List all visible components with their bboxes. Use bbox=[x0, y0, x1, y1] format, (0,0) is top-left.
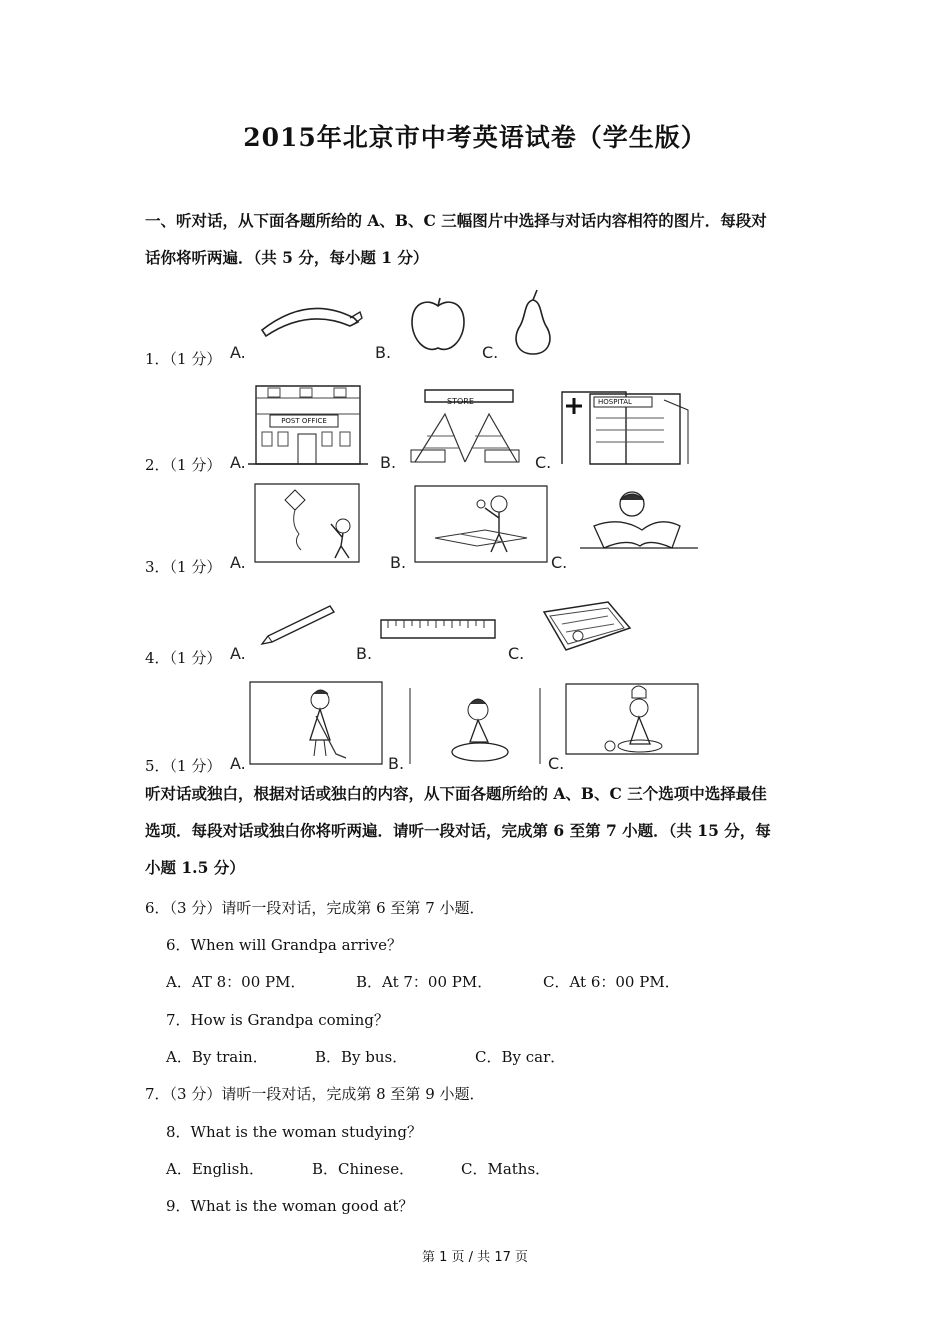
post-office-sign: POST OFFICE bbox=[281, 417, 327, 425]
store-sign: STORE bbox=[447, 397, 474, 406]
section1-instruction-line1: 一、听对话，从下面各题所给的 A、B、C 三幅图片中选择与对话内容相符的图片．每段对 bbox=[145, 211, 767, 230]
girl-washing-clothes-image bbox=[408, 686, 542, 766]
q2-option-b-label: B. bbox=[380, 453, 397, 472]
question-6-header: 6．（3 分）请听一段对话，完成第 6 至第 7 小题． bbox=[145, 899, 485, 917]
subquestion-6-option-c: C．At 6：00 PM． bbox=[543, 973, 680, 991]
subquestion-6-option-b: B．At 7：00 PM． bbox=[356, 973, 493, 991]
q3-option-c-label: C. bbox=[551, 553, 568, 572]
page-footer: 第 1 页 / 共 17 页 bbox=[422, 1250, 528, 1265]
q5-option-b-label: B. bbox=[388, 754, 405, 773]
girl-sweeping-image bbox=[250, 682, 384, 766]
section1-instruction-line2: 话你将听两遍．（共 5 分，每小题 1 分） bbox=[145, 248, 429, 267]
subquestion-7: 7．How is Grandpa coming？ bbox=[166, 1011, 389, 1029]
pencil-image bbox=[258, 602, 338, 648]
subquestion-8: 8．What is the woman studying？ bbox=[166, 1123, 422, 1141]
pear-image bbox=[510, 288, 556, 358]
section2-instruction-line2: 选项．每段对话或独白你将听两遍．请听一段对话，完成第 6 至第 7 小题．（共 15 分，每 bbox=[145, 821, 771, 840]
subquestion-8-option-c: C．Maths． bbox=[461, 1160, 551, 1178]
subquestion-9: 9．What is the woman good at？ bbox=[166, 1197, 414, 1215]
q5-option-a-label: A. bbox=[230, 754, 246, 773]
q2-option-a-label: A. bbox=[230, 453, 246, 472]
subquestion-6-option-a: A．AT 8：00 PM． bbox=[166, 973, 306, 991]
question-7-header: 7．（3 分）请听一段对话，完成第 8 至第 9 小题． bbox=[145, 1085, 485, 1103]
q4-option-b-label: B. bbox=[356, 644, 373, 663]
q1-option-c-label: C. bbox=[482, 343, 499, 362]
section2-instruction-line1: 听对话或独白，根据对话或独白的内容，从下面各题所给的 A、B、C 三个选项中选择最佳 bbox=[145, 784, 767, 803]
boy-reading-book-image bbox=[580, 486, 700, 564]
ruler-image bbox=[380, 618, 496, 640]
question-1-label: 1．（1 分） bbox=[145, 350, 222, 368]
hospital-sign: HOSPITAL bbox=[598, 398, 632, 406]
boy-playing-ping-pong-image bbox=[415, 486, 549, 564]
subquestion-7-option-c: C．By car． bbox=[475, 1048, 566, 1066]
question-2-label: 2．（1 分） bbox=[145, 456, 222, 474]
q3-option-a-label: A. bbox=[230, 553, 246, 572]
subquestion-7-option-a: A．By train． bbox=[166, 1048, 268, 1066]
subquestion-6: 6．When will Grandpa arrive？ bbox=[166, 936, 403, 954]
q1-option-b-label: B. bbox=[375, 343, 392, 362]
section2-instruction-line3: 小题 1.5 分） bbox=[145, 858, 245, 877]
girl-cooking-image bbox=[566, 684, 700, 766]
apple-image bbox=[408, 296, 468, 356]
question-3-label: 3．（1 分） bbox=[145, 558, 222, 576]
banana-image bbox=[258, 300, 364, 340]
question-5-label: 5．（1 分） bbox=[145, 757, 222, 775]
q4-option-a-label: A. bbox=[230, 644, 246, 663]
hospital-image bbox=[560, 384, 690, 466]
subquestion-8-option-b: B．Chinese． bbox=[312, 1160, 415, 1178]
pencil-case-image bbox=[538, 598, 634, 654]
subquestion-7-option-b: B．By bus． bbox=[315, 1048, 408, 1066]
q4-option-c-label: C. bbox=[508, 644, 525, 663]
q3-option-b-label: B. bbox=[390, 553, 407, 572]
subquestion-8-option-a: A．English． bbox=[166, 1160, 264, 1178]
boy-flying-kite-image bbox=[255, 484, 359, 564]
q5-option-c-label: C. bbox=[548, 754, 565, 773]
q2-option-c-label: C. bbox=[535, 453, 552, 472]
question-4-label: 4．（1 分） bbox=[145, 649, 222, 667]
post-office-image bbox=[248, 384, 368, 466]
page-title: 2015年北京市中考英语试卷（学生版） bbox=[243, 123, 707, 152]
q1-option-a-label: A. bbox=[230, 343, 246, 362]
